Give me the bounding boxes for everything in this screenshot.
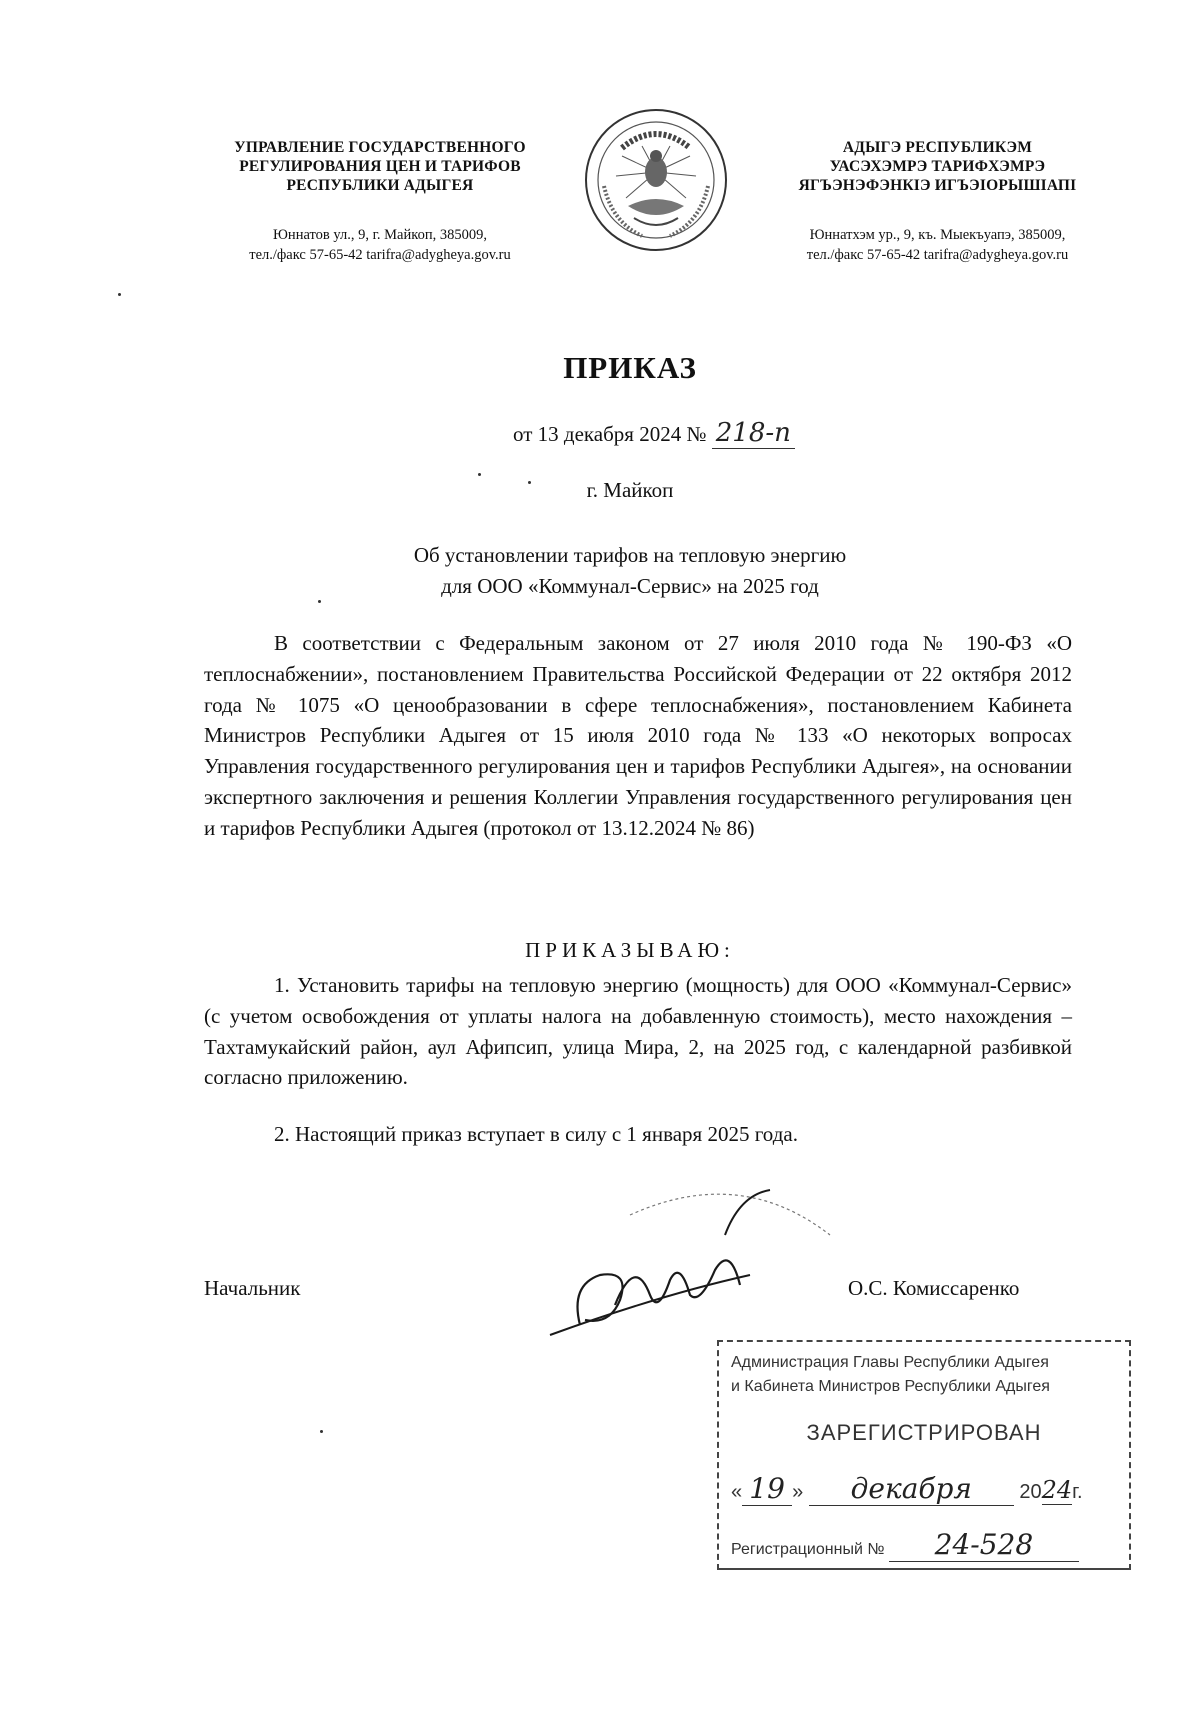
order-subject-line: для ООО «Коммунал-Сервис» на 2025 год [441, 574, 819, 598]
registration-number-label: Регистрационный № [731, 1541, 885, 1558]
header-org-left-line: РЕСПУБЛИКИ АДЫГЕЯ [286, 177, 474, 194]
handwritten-signature [540, 1175, 870, 1355]
order-date: от 13 декабря 2024 № [513, 422, 712, 446]
order-number: 218-п [712, 418, 795, 449]
registration-stamp-issuer-line: и Кабинета Министров Республики Адыгея [731, 1378, 1050, 1395]
header-org-right-line: ЯГЪЭНЭФЭНКIЭ ИГЪЭIОРЫШIАПI [798, 177, 1077, 194]
registration-month: декабря [809, 1472, 1014, 1506]
orders-heading: ПРИКАЗЫВАЮ: [525, 938, 735, 962]
order-subject [0, 540, 1200, 602]
scan-speck [118, 293, 121, 296]
header-address-left-line: тел./факс 57-65-42 tarifra@adygheya.gov.ru [249, 247, 511, 263]
order-subject-line: Об установлении тарифов на тепловую энергию [413, 543, 847, 567]
coat-of-arms-emblem [582, 106, 730, 254]
header-org-right [735, 138, 1140, 195]
order-date-line [513, 418, 795, 449]
preamble-paragraph: В соответствии с Федеральным законом от 27 июля 2010 года № 190-ФЗ «О теплоснабжении», постановлением Правительства Российской Федерации от 22 октября 2012 года № 1075 «О ценообразовании в сфере теплоснабжения», постановлением Кабинета Министров Республики Адыгея от 15 июля 2010 года № 133 «О некоторых вопросах Управления государственного регулирования цен и тарифов Республики Адыгея», на основании экспертного заключения и решения Коллегии Управления государственного регулирования цен и тарифов Республики Адыгея (протокол от 13.12.2024 № 86) [204, 631, 1072, 840]
header-address-right-line: тел./факс 57-65-42 tarifra@adygheya.gov.ru [806, 247, 1069, 263]
header-org-left-line: УПРАВЛЕНИЕ ГОСУДАРСТВЕННОГО [234, 139, 526, 156]
registration-number-line [731, 1528, 1126, 1562]
header-org-left [180, 138, 580, 195]
order-item: 1. Установить тарифы на тепловую энергию (мощность) для ООО «Коммунал-Сервис» (с учетом освобождения от уплаты налога на добавленную стоимость), место нахождения – Тахтамукайский район, аул Афипсип, улица Мира, 2, на 2025 год, с календарной разбивкой согласно приложению. [204, 973, 1072, 1090]
scan-speck [320, 1430, 323, 1433]
signer-name: О.С. Комиссаренко [848, 1276, 1020, 1300]
header-org-right-line: АДЫГЭ РЕСПУБЛИКЭМ [842, 139, 1033, 156]
registration-stamp [717, 1340, 1131, 1570]
registration-year-prefix: 20 [1019, 1481, 1042, 1503]
header-org-left-line: РЕГУЛИРОВАНИЯ ЦЕН И ТАРИФОВ [239, 158, 521, 175]
registration-stamp-issuer-line: Администрация Главы Республики Адыгея [731, 1354, 1049, 1371]
scan-speck [478, 473, 481, 476]
registration-status: ЗАРЕГИСТРИРОВАН [806, 1420, 1042, 1445]
registration-year-suffix: 24 [1041, 1476, 1073, 1504]
scan-speck [318, 600, 321, 603]
registration-day: 19 [742, 1472, 792, 1506]
registration-year-g: г. [1072, 1481, 1083, 1503]
scan-speck [528, 481, 531, 484]
registration-date: « 19 » декабря 2024г. [731, 1472, 1083, 1505]
header-address-left [190, 225, 570, 265]
header-address-right [735, 225, 1140, 265]
document-title: ПРИКАЗ [563, 350, 697, 385]
header-org-right-line: УАСЭХЭМРЭ ТАРИФХЭМРЭ [829, 158, 1046, 175]
registration-number: 24-528 [889, 1528, 1079, 1562]
signer-position: Начальник [204, 1276, 301, 1300]
header-address-right-line: Юннатхэм ур., 9, къ. Мыекъуапэ, 385009, [809, 227, 1066, 243]
order-item: 2. Настоящий приказ вступает в силу с 1 января 2025 года. [274, 1122, 798, 1146]
city: г. Майкоп [586, 478, 674, 502]
header-address-left-line: Юннатов ул., 9, г. Майкоп, 385009, [273, 227, 487, 243]
